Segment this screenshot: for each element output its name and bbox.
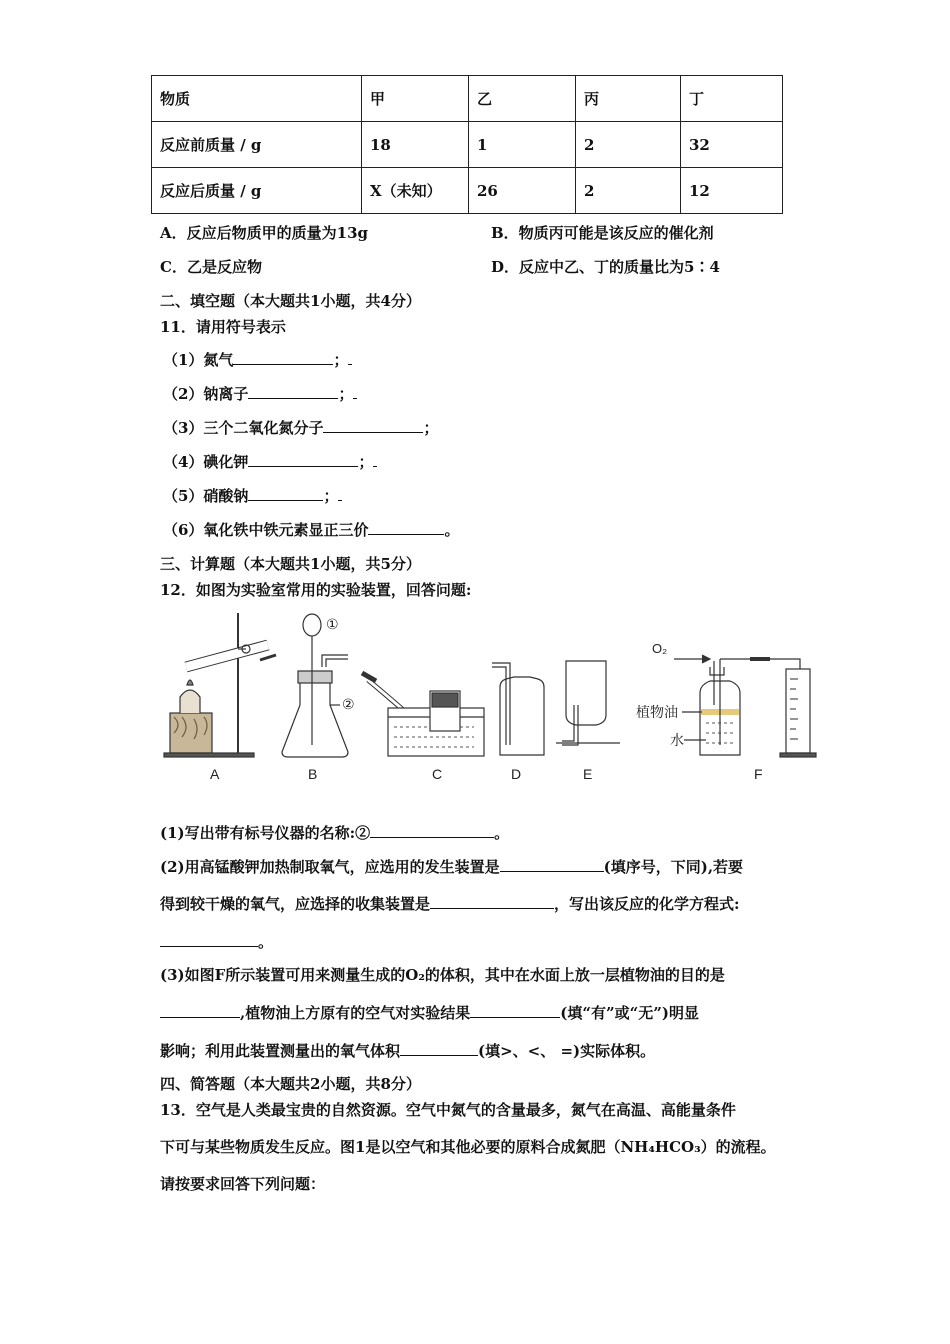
table-cell: 2 xyxy=(576,122,681,168)
table-header-row xyxy=(152,76,783,122)
label-e: E xyxy=(583,766,593,782)
fill-item xyxy=(163,519,459,540)
mass-table xyxy=(151,75,783,214)
q13-line2: 下可与某些物质发生反应。图1是以空气和其他必要的原料合成氮肥（NH₄HCO₃）的流程。 xyxy=(160,1138,776,1156)
label-b: B xyxy=(308,766,318,782)
apparatus-e xyxy=(556,661,620,745)
table-cell: 12 xyxy=(681,168,783,214)
apparatus-d xyxy=(492,663,544,755)
fill-item xyxy=(163,383,357,404)
semicolon: ； xyxy=(358,453,374,471)
answer-blank[interactable] xyxy=(160,932,258,947)
label-a: A xyxy=(210,766,220,782)
question-stem: 11．请用符号表示 xyxy=(160,318,286,336)
answer-blank[interactable] xyxy=(323,418,423,433)
section-title: 四、简答题（本大题共2小题，共8分） xyxy=(160,1075,421,1093)
table-cell: 丁 xyxy=(681,76,783,122)
q12-p2b-text: (填序号，下同),若要 xyxy=(603,858,744,876)
q12-p3b-text: ,植物油上方原有的空气对实验结果 xyxy=(240,1004,471,1022)
table-cell: 18 xyxy=(362,122,469,168)
table-row xyxy=(152,122,783,168)
q12-p3e-text: (填>、<、 =)实际体积。 xyxy=(478,1042,656,1060)
table-cell: 反应前质量 / g xyxy=(152,122,362,168)
apparatus-c xyxy=(362,673,484,756)
answer-blank[interactable] xyxy=(248,486,323,501)
underline-tail xyxy=(353,384,357,399)
semicolon: ； xyxy=(333,351,349,369)
q12-p3c-text: (填“有”或“无”)明显 xyxy=(560,1004,699,1022)
answer-blank[interactable] xyxy=(248,384,338,399)
q12-part3-line1: (3)如图F所示装置可用来测量生成的O₂的体积，其中在水面上放一层植物油的目的是 xyxy=(160,966,725,984)
table-cell: 乙 xyxy=(469,76,576,122)
answer-blank[interactable] xyxy=(233,350,333,365)
period: 。 xyxy=(444,521,460,539)
underline-tail xyxy=(338,486,342,501)
table-cell: 2 xyxy=(576,168,681,214)
section-title: 三、计算题（本大题共1小题，共5分） xyxy=(160,555,421,573)
item-label: （4）碘化钾 xyxy=(163,453,249,471)
q12-part2-line1 xyxy=(160,856,743,877)
q12-p2c-text: 得到较干燥的氧气，应选择的收集装置是 xyxy=(160,895,431,913)
q13-line1: 13．空气是人类最宝贵的自然资源。空气中氮气的含量最多，氮气在高温、高能量条件 xyxy=(160,1101,736,1119)
q12-part2-line3 xyxy=(160,931,273,952)
apparatus-b xyxy=(282,614,348,757)
table-cell: X（未知） xyxy=(362,168,469,214)
apparatus-f xyxy=(674,655,816,757)
q12-part3-line3 xyxy=(160,1040,655,1061)
apparatus-figure xyxy=(150,605,830,790)
mark-1: ① xyxy=(326,616,339,632)
table-cell: 1 xyxy=(469,122,576,168)
semicolon: ； xyxy=(338,385,354,403)
option-d: D．反应中乙、丁的质量比为5∶4 xyxy=(491,258,720,276)
option-c: C．乙是反应物 xyxy=(160,258,262,276)
table-cell: 32 xyxy=(681,122,783,168)
answer-blank[interactable] xyxy=(248,452,358,467)
answer-blank[interactable] xyxy=(470,1003,560,1018)
q12-part3-line2 xyxy=(160,1002,699,1023)
item-label: （1）氮气 xyxy=(163,351,234,369)
fill-item xyxy=(163,349,352,370)
q12-part1 xyxy=(160,822,509,843)
answer-blank[interactable] xyxy=(430,894,554,909)
apparatus-a xyxy=(164,613,276,757)
o2-label: O₂ xyxy=(652,641,668,656)
label-c: C xyxy=(432,766,443,782)
table-cell: 物质 xyxy=(152,76,362,122)
underline-tail xyxy=(348,350,352,365)
water-label: 水 xyxy=(670,732,684,748)
question-stem: 12．如图为实验室常用的实验装置，回答问题: xyxy=(160,581,472,599)
table-cell: 甲 xyxy=(362,76,469,122)
table-row xyxy=(152,168,783,214)
oil-label: 植物油 xyxy=(636,704,678,720)
q12-p2a-text: (2)用高锰酸钾加热制取氧气，应选用的发生装置是 xyxy=(160,858,500,876)
table-cell: 反应后质量 / g xyxy=(152,168,362,214)
answer-blank[interactable] xyxy=(500,857,604,872)
item-label: （5）硝酸钠 xyxy=(163,487,249,505)
label-d: D xyxy=(511,766,522,782)
table-cell: 26 xyxy=(469,168,576,214)
q12-p2d-text: ，写出该反应的化学方程式: xyxy=(554,895,740,913)
semicolon: ； xyxy=(423,419,439,437)
option-a: A．反应后物质甲的质量为13g xyxy=(160,224,369,242)
item-label: （3）三个二氧化氮分子 xyxy=(163,419,324,437)
fill-item xyxy=(163,485,342,506)
answer-blank[interactable] xyxy=(370,823,494,838)
label-f: F xyxy=(754,766,763,782)
table-cell: 丙 xyxy=(576,76,681,122)
q12-part2-line2 xyxy=(160,893,740,914)
fill-item xyxy=(163,451,377,472)
q12-p1-text: (1)写出带有标号仪器的名称:② xyxy=(160,824,371,842)
semicolon: ； xyxy=(323,487,339,505)
q13-line3: 请按要求回答下列问题： xyxy=(160,1175,326,1193)
q12-p3d-text: 影响；利用此装置测量出的氧气体积 xyxy=(160,1042,401,1060)
item-label: （2）钠离子 xyxy=(163,385,249,403)
mark-2: ② xyxy=(342,696,355,712)
fill-item xyxy=(163,417,438,438)
period: 。 xyxy=(494,824,510,842)
underline-tail xyxy=(373,452,377,467)
item-label: （6）氧化铁中铁元素显正三价 xyxy=(163,521,369,539)
answer-blank[interactable] xyxy=(160,1003,240,1018)
section-title: 二、填空题（本大题共1小题，共4分） xyxy=(160,292,421,310)
option-b: B．物质丙可能是该反应的催化剂 xyxy=(491,224,714,242)
answer-blank[interactable] xyxy=(368,520,444,535)
answer-blank[interactable] xyxy=(400,1041,478,1056)
period: 。 xyxy=(258,933,274,951)
